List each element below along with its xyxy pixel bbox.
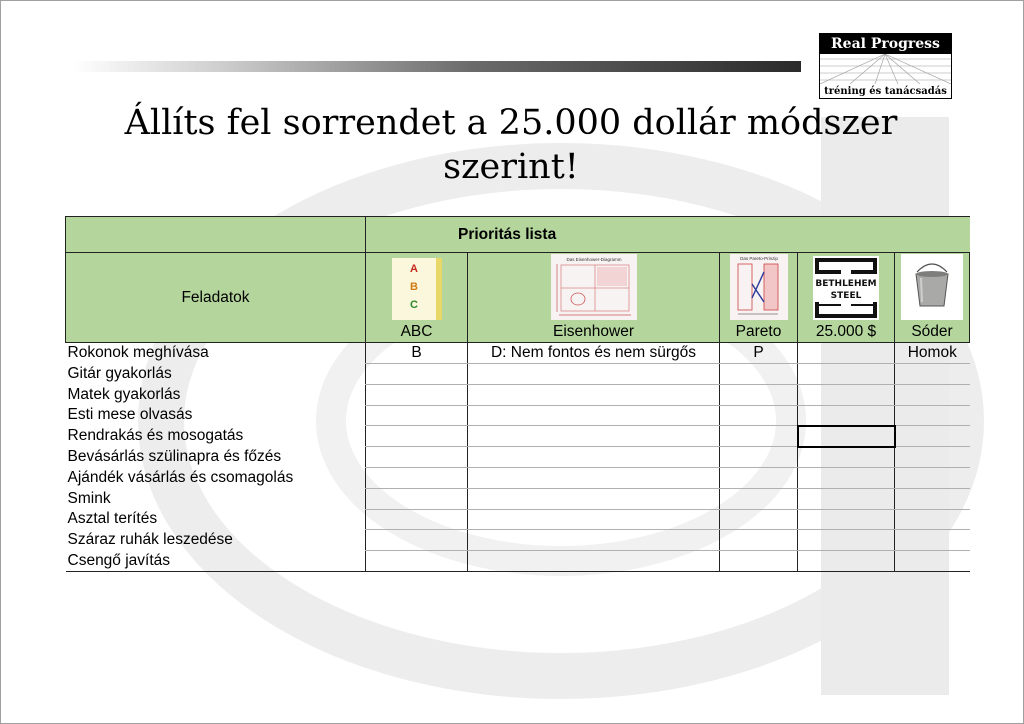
soder-cell[interactable] — [895, 530, 970, 551]
logo-tagline: tréning és tanácsadás — [824, 86, 947, 97]
eisenhower-diagram-image — [551, 254, 637, 320]
tasks-column-header: Feladatok — [66, 253, 366, 343]
pareto-cell[interactable] — [720, 509, 798, 530]
eisenhower-cell[interactable] — [468, 551, 720, 572]
logo-name: Real Progress — [820, 34, 951, 54]
eisenhower-image-title: Das Eisenhower-Diagramm — [565, 257, 622, 262]
table-row — [66, 447, 970, 468]
eisenhower-cell[interactable] — [468, 405, 720, 426]
abc-letter: C — [409, 299, 418, 311]
soder-cell[interactable] — [895, 384, 970, 405]
soder-cell[interactable] — [895, 405, 970, 426]
table-row — [66, 343, 970, 364]
bucket-image — [901, 254, 963, 320]
table-row — [66, 530, 970, 551]
task-cell[interactable]: Ajándék vásárlás és csomagolás — [67, 468, 294, 486]
soder-cell[interactable] — [895, 551, 970, 572]
abc-cell[interactable] — [366, 426, 468, 447]
dollar-cell[interactable] — [798, 551, 895, 572]
dollar-cell[interactable] — [798, 467, 895, 488]
table-row — [66, 509, 970, 530]
abc-cell[interactable] — [366, 488, 468, 509]
soder-column-label: Sóder — [911, 323, 953, 340]
dollar-cell[interactable] — [798, 447, 895, 468]
eisenhower-cell[interactable] — [468, 364, 720, 385]
task-cell[interactable]: Gitár gyakorlás — [67, 364, 172, 382]
table-row — [66, 467, 970, 488]
dollar-cell[interactable] — [798, 488, 895, 509]
pareto-cell[interactable] — [720, 364, 798, 385]
table-row — [66, 551, 970, 572]
pareto-cell[interactable] — [720, 488, 798, 509]
task-cell[interactable]: Csengő javítás — [66, 551, 366, 572]
company-logo — [819, 33, 952, 99]
task-cell[interactable]: Esti mese olvasás — [67, 406, 193, 424]
eisenhower-cell[interactable] — [468, 426, 720, 447]
table-row — [66, 488, 970, 509]
slide-title: Állíts fel sorrendet a 25.000 dollár módszer szerint! — [124, 103, 898, 187]
dollar-cell[interactable] — [798, 343, 895, 364]
pareto-cell[interactable]: P — [720, 343, 798, 364]
dollar-cell[interactable] — [798, 426, 895, 447]
abc-letter: A — [409, 263, 418, 275]
pareto-cell[interactable] — [720, 447, 798, 468]
pareto-column-label: Pareto — [735, 323, 782, 340]
abc-column-header — [366, 253, 468, 343]
dollar-column-header — [798, 253, 895, 343]
steel-logo-line: BETHLEHEM — [815, 279, 877, 289]
pareto-diagram-image — [730, 254, 788, 320]
eisenhower-cell[interactable] — [468, 467, 720, 488]
abc-cell[interactable] — [366, 405, 468, 426]
soder-column-header — [895, 253, 970, 343]
soder-cell[interactable] — [895, 447, 970, 468]
task-cell[interactable]: Bevásárlás szülinapra és főzés — [67, 448, 282, 466]
eisenhower-cell[interactable] — [468, 530, 720, 551]
pareto-cell[interactable] — [720, 405, 798, 426]
eisenhower-cell[interactable] — [468, 488, 720, 509]
pareto-cell[interactable] — [720, 467, 798, 488]
dollar-cell[interactable] — [798, 364, 895, 385]
soder-cell[interactable] — [895, 488, 970, 509]
soder-cell[interactable] — [895, 364, 970, 385]
task-cell[interactable]: Száraz ruhák leszedése — [67, 531, 233, 549]
eisenhower-cell[interactable] — [468, 509, 720, 530]
pareto-cell[interactable] — [720, 551, 798, 572]
abc-cell[interactable] — [366, 551, 468, 572]
steel-logo-line: STEEL — [830, 291, 862, 301]
pareto-image-title: Das Pareto-Prinzip — [739, 256, 778, 261]
soder-cell[interactable]: Homok — [895, 343, 970, 364]
table-body — [66, 343, 970, 572]
eisenhower-cell[interactable] — [468, 384, 720, 405]
abc-cell[interactable] — [366, 364, 468, 385]
dollar-cell[interactable] — [798, 509, 895, 530]
abc-cell[interactable] — [366, 530, 468, 551]
table-row — [66, 384, 970, 405]
eisenhower-cell[interactable]: D: Nem fontos és nem sürgős — [468, 343, 720, 364]
table-row — [66, 364, 970, 385]
header-blank-cell — [66, 217, 366, 253]
pareto-column-header — [720, 253, 798, 343]
abc-cell[interactable] — [366, 509, 468, 530]
header-gradient-bar — [73, 61, 801, 72]
abc-cell[interactable] — [366, 467, 468, 488]
abc-column-label: ABC — [400, 323, 433, 340]
task-cell[interactable]: Asztal terítés — [67, 510, 158, 528]
task-cell[interactable]: Rendrakás és mosogatás — [67, 427, 244, 445]
eisenhower-column-label: Eisenhower — [553, 323, 634, 340]
table-row — [66, 405, 970, 426]
abc-letters-image — [392, 258, 442, 320]
eisenhower-column-header — [468, 253, 720, 343]
task-cell[interactable]: Rokonok meghívása — [67, 344, 209, 362]
abc-cell[interactable] — [366, 384, 468, 405]
abc-cell[interactable] — [366, 447, 468, 468]
abc-letter: B — [409, 281, 418, 293]
logo-grid-art — [820, 54, 951, 84]
dollar-cell[interactable] — [798, 384, 895, 405]
pareto-cell[interactable] — [720, 384, 798, 405]
priority-list-header: Prioritás lista — [366, 217, 970, 253]
table-row — [66, 426, 970, 447]
table-column-header-row — [66, 253, 970, 343]
bethlehem-steel-logo — [813, 256, 879, 320]
dollar-column-label: 25.000 $ — [815, 323, 877, 340]
task-cell[interactable]: Matek gyakorlás — [67, 385, 181, 403]
soder-cell[interactable] — [895, 426, 970, 447]
table-group-header-row — [66, 217, 970, 253]
eisenhower-cell[interactable] — [468, 447, 720, 468]
dollar-cell[interactable] — [798, 405, 895, 426]
soder-cell[interactable] — [895, 509, 970, 530]
pareto-cell[interactable] — [720, 530, 798, 551]
task-cell[interactable]: Smink — [67, 489, 111, 507]
abc-cell[interactable]: B — [366, 343, 468, 364]
pareto-cell[interactable] — [720, 426, 798, 447]
dollar-cell[interactable] — [798, 530, 895, 551]
soder-cell[interactable] — [895, 467, 970, 488]
priority-table — [65, 216, 970, 572]
